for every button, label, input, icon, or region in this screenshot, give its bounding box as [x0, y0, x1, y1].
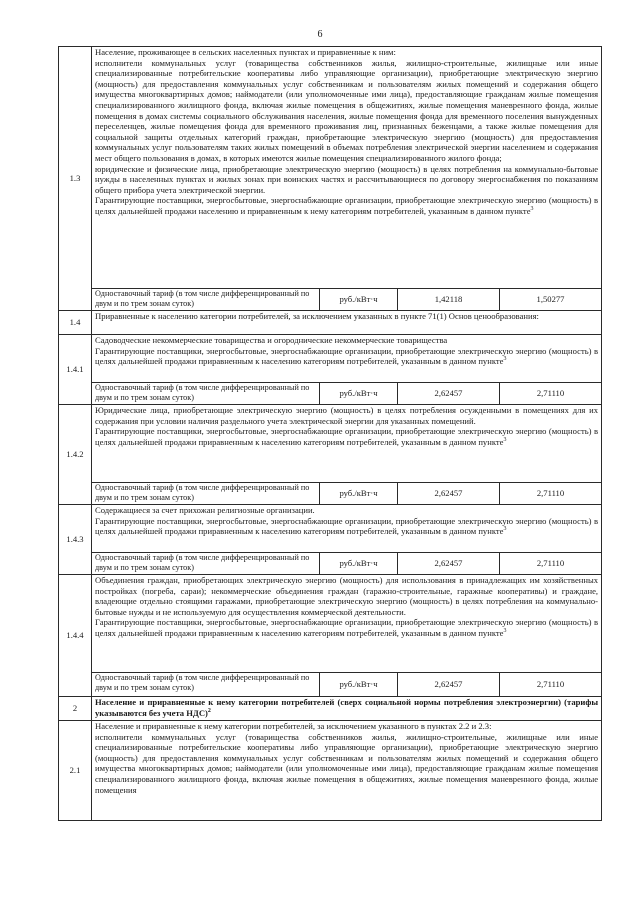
paragraph: Гарантирующие поставщики, энергосбытовые, энергоснабжающие организации, приобретающие электрическую энергию (мощность) в целях дальнейшей продажи приравненным к населению категориям потребителей, указанным в данном пункте$^3$ — [95, 426, 599, 447]
row-number: 2.1 — [59, 721, 92, 821]
tariff-label: Одноставочный тариф (в том числе дифференцированный по двум и по трем зонам суток) — [92, 553, 320, 575]
tariff-row — [59, 673, 602, 697]
row-number: 2 — [59, 697, 92, 721]
row-description — [92, 575, 602, 673]
table-row — [59, 721, 602, 821]
page-number: 6 — [317, 29, 323, 40]
value-second-half: 2,71110 — [500, 383, 602, 405]
value-second-half: 2,71110 — [500, 673, 602, 697]
row-description — [92, 405, 602, 483]
tariff-row — [59, 553, 602, 575]
table-row — [59, 505, 602, 553]
row-number: 1.4.3 — [59, 505, 92, 575]
paragraph: Население и приравненные к нему категории потребителей, за исключением указанного в пунктах 2.2 и 2.3: — [95, 721, 492, 731]
tariff-row — [59, 289, 602, 311]
table-row — [59, 47, 602, 289]
value-second-half: 1,50277 — [500, 289, 602, 311]
row-number: 1.4.1 — [59, 335, 92, 405]
tariff-label: Одноставочный тариф (в том числе дифференцированный по двум и по трем зонам суток) — [92, 483, 320, 505]
unit-cell: руб./кВт·ч — [320, 673, 398, 697]
value-first-half: 2,62457 — [398, 553, 500, 575]
paragraph: юридические и физические лица, приобретающие электрическую энергию (мощность) в целях потребления на коммунально-бытовые нужды в населенных пунктах и жилых зонах при воинских частях и рассчитывающиеся по договору энергоснабжения по показаниям общего прибора учета электрической энергии. — [95, 163, 599, 195]
row-number: 1.4.2 — [59, 405, 92, 505]
value-first-half: 2,62457 — [398, 483, 500, 505]
tariff-table — [58, 46, 602, 821]
paragraph: исполнители коммунальных услуг (товарищества собственников жилья, жилищно-строительные, жилищные или иные специализированные потребительские кооперативы либо управляющие организации), приобретающие электрическую энергию (мощность) для предоставления коммунальных услуг собственникам и пользователям жилых помещений и содержания общего имущества многоквартирных домов; наймодатели (или уполномоченные ими лица), предоставляющие гражданам жилые помещения специализированного жилищного фонда, включая жилые помещения в общежитиях, жилые помещения маневренного фонда, жилые помещения — [95, 731, 599, 795]
table-row — [59, 335, 602, 383]
table-row — [59, 311, 602, 335]
row-number: 1.4.4 — [59, 575, 92, 697]
unit-cell: руб./кВт·ч — [320, 553, 398, 575]
row-description — [92, 47, 602, 289]
value-second-half: 2,71110 — [500, 483, 602, 505]
row-description — [92, 721, 602, 821]
unit-cell: руб./кВт·ч — [320, 383, 398, 405]
row-number: 1.4 — [59, 311, 92, 335]
tariff-label: Одноставочный тариф (в том числе дифференцированный по двум и по трем зонам суток) — [92, 383, 320, 405]
footnote-ref: 3 — [503, 526, 507, 533]
tariff-label: Одноставочный тариф (в том числе дифференцированный по двум и по трем зонам суток) — [92, 289, 320, 311]
table-row — [59, 405, 602, 483]
footnote-ref: 3 — [503, 436, 507, 443]
paragraph: Юридические лица, приобретающие электрическую энергию (мощность) в целях потребления осужденными в помещениях для их содержания при условии наличия раздельного учета электрической энергии для указанных помещений. — [95, 405, 599, 426]
footnote-ref: 3 — [530, 206, 534, 213]
paragraph: Объединения граждан, приобретающих электрическую энергию (мощность) для использования в принадлежащих им хозяйственных постройках (погреба, сараи); некоммерческие объединения граждан (гаражно-строительные, гаражные кооперативы) и граждане, владеющие отдельно стоящими гаражами, приобретающие электрическую энергию (мощность) в целях потребления на коммунально-бытовые нужды и не используемую для осуществления коммерческой деятельности. — [95, 575, 599, 617]
row-description: Приравненные к населению категории потребителей, за исключением указанных в пункте 71(1) Основ ценообразования: — [92, 311, 602, 335]
unit-cell: руб./кВт·ч — [320, 483, 398, 505]
section-title: Население и приравненные к нему категории потребителей (сверх социальной нормы потребления электроэнергии) (тарифы указываются без учета НДС)$^2$ — [92, 697, 602, 721]
value-first-half: 2,62457 — [398, 383, 500, 405]
row-description — [92, 505, 602, 553]
section-header-row — [59, 697, 602, 721]
paragraph: Гарантирующие поставщики, энергосбытовые, энергоснабжающие организации, приобретающие электрическую энергию (мощность) в целях дальнейшей продажи населению и приравненным к нему категориям потребителей, указанным в данном пункте$^3$ — [95, 195, 599, 216]
paragraph: Гарантирующие поставщики, энергосбытовые, энергоснабжающие организации, приобретающие электрическую энергию (мощность) в целях дальнейшей продажи приравненным к населению категориям потребителей, указанным в данном пункте$^3$ — [95, 515, 599, 537]
row-description — [92, 335, 602, 383]
table-row — [59, 575, 602, 673]
paragraph: Гарантирующие поставщики, энергосбытовые, энергоснабжающие организации, приобретающие электрическую энергию (мощность) в целях дальнейшей продажи приравненным к населению категориям потребителей, указанным в данном пункте$^3$ — [95, 345, 599, 367]
tariff-label: Одноставочный тариф (в том числе дифференцированный по двум и по трем зонам суток) — [92, 673, 320, 697]
paragraph: Садоводческие некоммерческие товарищества и огороднические некоммерческие товарищества — [95, 335, 448, 345]
footnote-ref: 3 — [503, 628, 507, 635]
paragraph: Содержащиеся за счет прихожан религиозные организации. — [95, 505, 315, 515]
paragraph: Гарантирующие поставщики, энергосбытовые, энергоснабжающие организации, приобретающие электрическую энергию (мощность) в целях дальнейшей продажи приравненным к населению категориям потребителей, указанным в данном пункте$^3$ — [95, 617, 599, 638]
tariff-row — [59, 483, 602, 505]
value-second-half: 2,71110 — [500, 553, 602, 575]
unit-cell: руб./кВт·ч — [320, 289, 398, 311]
row-number: 1.3 — [59, 47, 92, 311]
value-first-half: 2,62457 — [398, 673, 500, 697]
value-first-half: 1,42118 — [398, 289, 500, 311]
tariff-row — [59, 383, 602, 405]
footnote-ref: 2 — [207, 707, 211, 714]
paragraph: исполнители коммунальных услуг (товарищества собственников жилья, жилищно-строительные, жилищные или иные специализированные потребительские кооперативы либо управляющие организации), приобретающие электрическую энергию (мощность) для предоставления коммунальных услуг собственникам и пользователям жилых помещений и содержания общего имущества многоквартирных домов; наймодатели (или уполномоченные ими лица), предоставляющие гражданам жилые помещения специализированного жилищного фонда, включая жилые помещения в общежитиях, жилые помещения маневренного фонда, жилые помещения в домах системы социального обслуживания населения, жилые помещения фонда для временного поселения вынужденных переселенцев, жилые помещения фонда для временного проживания лиц, признанных беженцами, а также жилые помещения для социальной защиты отдельных категорий граждан, приобретающие электрическую энергию (мощность) для предоставления коммунальных услуг пользователям таких жилых помещений в объемах потребления электрической энергии населением и содержания мест общего пользования в домах, в которых имеются жилые помещения специализированного жилого фонда; — [95, 57, 599, 163]
footnote-ref: 3 — [503, 356, 507, 363]
paragraph: Население, проживающее в сельских населенных пунктах и приравненные к ним: — [95, 47, 396, 57]
